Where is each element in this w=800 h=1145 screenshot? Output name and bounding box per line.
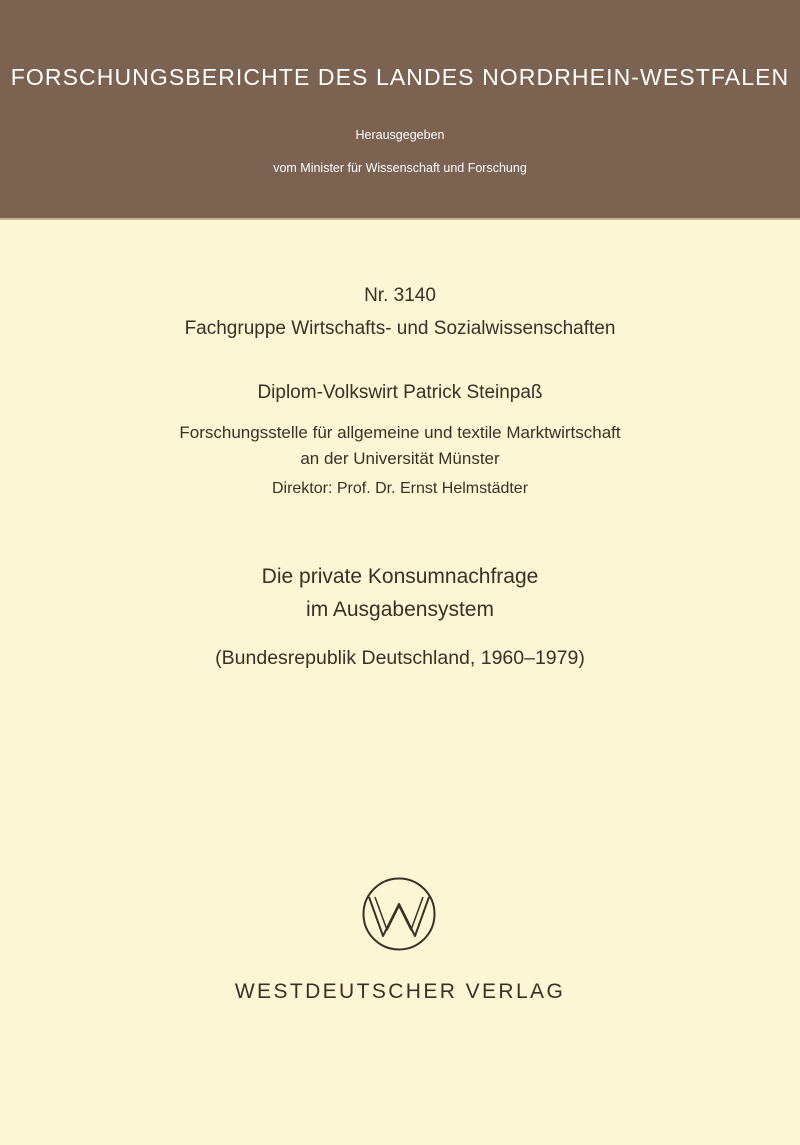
series-title: FORSCHUNGSBERICHTE DES LANDES NORDRHEIN-WESTFALEN [10, 64, 790, 90]
header-divider [0, 218, 800, 220]
publisher-name: WESTDEUTSCHER VERLAG [234, 980, 566, 1003]
book-subtitle: (Bundesrepublik Deutschland, 1960–1979) [215, 647, 585, 669]
westdeutscher-verlag-ww-logo-icon [361, 876, 437, 952]
institute-line-1: Forschungsstelle für allgemeine und textile Marktwirtschaft [179, 423, 621, 442]
book-title-line-2: im Ausgabensystem [306, 598, 494, 621]
issued-by-label: Herausgegeben [355, 128, 445, 142]
director-line: Direktor: Prof. Dr. Ernst Helmstädter [271, 480, 529, 497]
ministry-label: vom Minister für Wissenschaft und Forschung [273, 161, 527, 175]
institute-line-2: an der Universität Münster [300, 449, 500, 468]
report-number: Nr. 3140 [364, 285, 436, 306]
header-band [0, 0, 800, 218]
author-name: Diplom-Volkswirt Patrick Steinpaß [257, 382, 543, 403]
subject-group: Fachgruppe Wirtschafts- und Sozialwissenschaften [184, 318, 616, 339]
book-title-line-1: Die private Konsumnachfrage [261, 565, 539, 588]
